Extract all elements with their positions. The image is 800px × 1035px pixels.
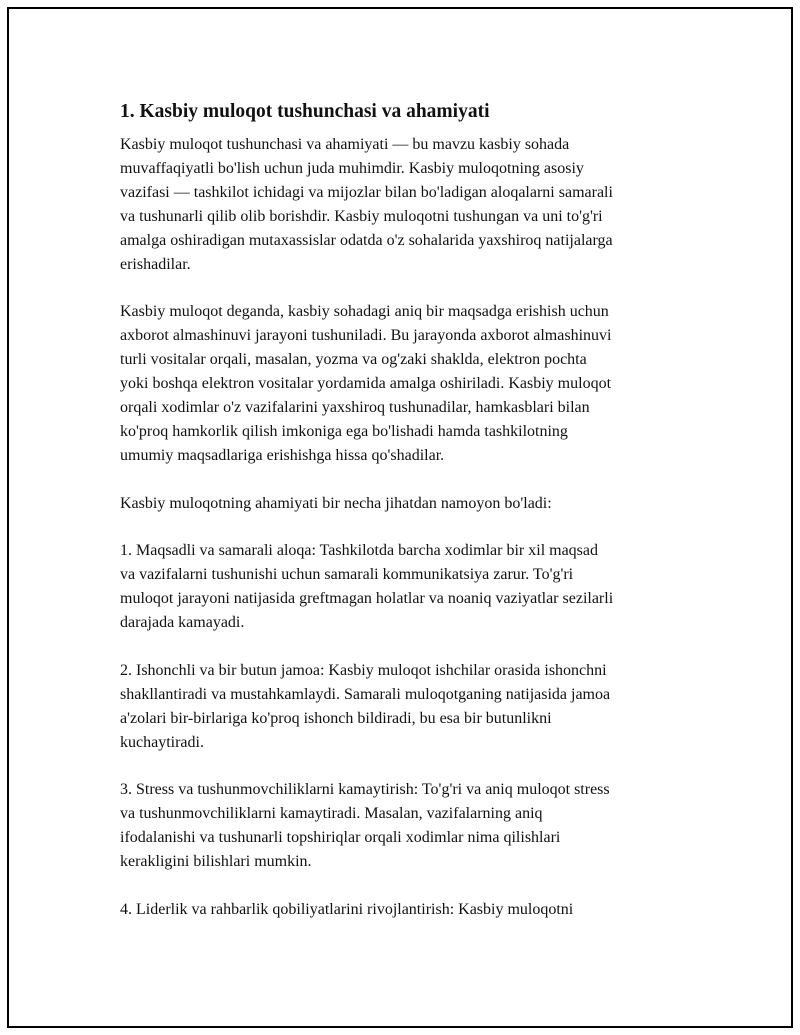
text-line: yoki boshqa elektron vositalar yordamida amalga oshiriladi. Kasbiy muloqot [120, 375, 612, 393]
paragraph-definition [120, 300, 720, 467]
text-line: 2. Ishonchli va bir butun jamoa: Kasbiy muloqot ishchilar orasida ishonchni [120, 661, 607, 679]
text-line: Kasbiy muloqotning ahamiyati bir necha jihatdan namoyon bo'ladi: [120, 494, 552, 512]
text-line: 3. Stress va tushunmovchiliklarni kamaytirish: To'g'ri va aniq muloqot stress [120, 781, 610, 799]
text-line: va tushunmovchiliklarni kamaytiradi. Masalan, vazifalarning aniq [120, 805, 543, 823]
text-line: axborot almashinuvi jarayoni tushuniladi. Bu jarayonda axborot almashinuvi [120, 327, 612, 345]
list-item-3 [120, 778, 720, 874]
text-line: amalga oshiradigan mutaxassislar odatda o'z sohalarida yaxshiroq natijalarga [120, 231, 613, 249]
text-line: va vazifalarni tushunishi uchun samarali kommunikatsiya zarur. To'g'ri [120, 566, 574, 584]
text-line: a'zolari bir-birlariga ko'proq ishonch bildiradi, bu esa bir butunlikni [120, 709, 552, 727]
document-body [120, 99, 720, 946]
text-line: orqali xodimlar o'z vazifalarini yaxshiroq tushunadilar, hamkasblari bilan [120, 398, 590, 416]
page-frame [7, 7, 793, 1028]
text-line: kerakligini bilishlari mumkin. [120, 853, 312, 871]
list-item-1 [120, 539, 720, 635]
text-line: 4. Liderlik va rahbarlik qobiliyatlarini rivojlantirish: Kasbiy muloqotni [120, 900, 574, 918]
text-line: 1. Maqsadli va samarali aloqa: Tashkilotda barcha xodimlar bir xil maqsad [120, 542, 599, 560]
text-line: kuchaytiradi. [120, 733, 204, 751]
text-line: shakllantiradi va mustahkamlaydi. Samarali muloqotganing natijasida jamoa [120, 685, 611, 703]
paragraph-intro [120, 133, 720, 276]
text-line: ko'proq hamkorlik qilish imkoniga ega bo'lishadi hamda tashkilotning [120, 422, 568, 440]
text-line: va tushunarli qilib olib borishdir. Kasbiy muloqotni tushungan va uni to'g'ri [120, 207, 603, 225]
text-line: vazifasi — tashkilot ichidagi va mijozlar bilan bo'ladigan aloqalarni samarali [120, 183, 613, 201]
section-heading: 1. Kasbiy muloqot tushunchasi va ahamiyati [120, 101, 490, 122]
text-line: ifodalanishi va tushunarli topshiriqlar orqali xodimlar nima qilishlari [120, 829, 561, 847]
text-line: darajada kamayadi. [120, 614, 245, 632]
text-line: turli vositalar orqali, masalan, yozma va og'zaki shaklda, elektron pochta [120, 351, 587, 369]
text-line: erishadilar. [120, 255, 191, 273]
list-item-4 [120, 898, 720, 922]
paragraph-importance-intro [120, 492, 720, 516]
text-line: muloqot jarayoni natijasida greftmagan holatlar va noaniq vaziyatlar sezilarli [120, 590, 614, 608]
text-line: umumiy maqsadlariga erishishga hissa qo'shadilar. [120, 446, 445, 464]
list-item-2 [120, 659, 720, 755]
text-line: muvaffaqiyatli bo'lish uchun juda muhimdir. Kasbiy muloqotning asosiy [120, 159, 584, 177]
text-line: Kasbiy muloqot tushunchasi va ahamiyati — bu mavzu kasbiy sohada [120, 136, 570, 153]
text-line: Kasbiy muloqot deganda, kasbiy sohadagi aniq bir maqsadga erishish uchun [120, 303, 609, 321]
